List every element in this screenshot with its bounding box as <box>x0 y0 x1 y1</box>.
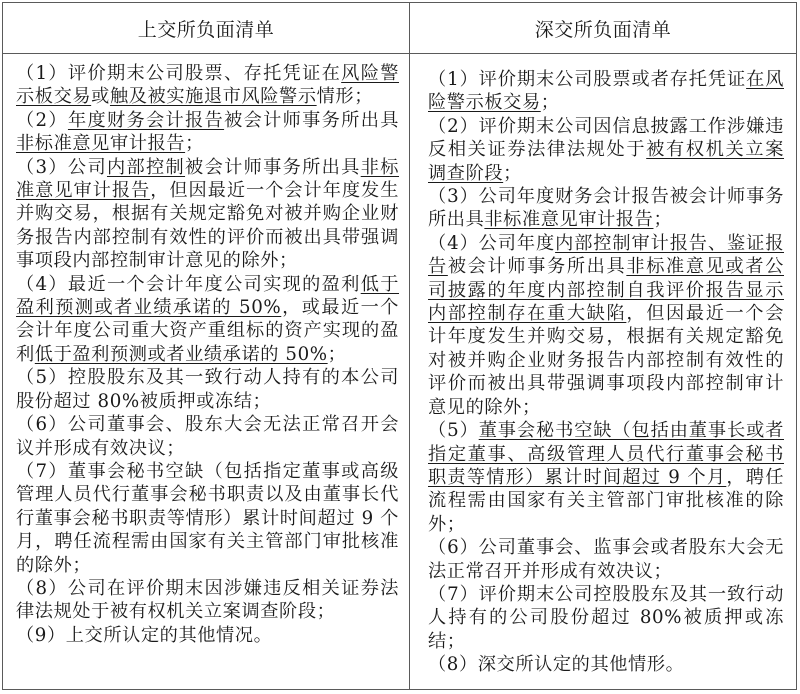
underlined-term: 低于盈利预测或者业绩承诺的 50% <box>34 343 328 365</box>
item-text: （2） <box>16 109 68 131</box>
underlined-term: 被有权机关立案调查阶段 <box>428 139 785 184</box>
list-item <box>16 413 399 460</box>
item-text: （1）评价期末公司股票或者存托凭证 <box>428 69 747 90</box>
underlined-term: 内部控制审计报告、鉴证报告 <box>428 232 784 278</box>
item-text: （6）公司董事会、监事会或者股东大会无法正常召开并形成有效决议； <box>428 537 784 582</box>
list-item <box>16 577 399 624</box>
item-text: （3）公司年度财务会计报告被会计师事务所出具 <box>428 186 784 231</box>
item-text: （9）上交所认定的其他情况。 <box>16 624 273 646</box>
list-item <box>16 460 399 577</box>
item-text: ，或最近一个会计年度公司重大资产重组标的资产实现的盈利 <box>16 297 399 365</box>
item-text: ； <box>653 209 673 231</box>
underlined-term: 非标准意见审计报告 <box>16 133 186 155</box>
szse-column-header: 深交所负面清单 <box>410 3 796 54</box>
underlined-term: 触及被实施退市风险警示 <box>109 86 317 108</box>
underlined-term: 风险警示板交易 <box>16 63 399 108</box>
underlined-term: 低于盈利预测或者业绩承诺的 50% <box>16 273 400 319</box>
list-item <box>428 653 784 676</box>
list-item <box>428 583 784 653</box>
item-text: ； <box>185 133 204 155</box>
underlined-term: 董事会秘书空缺（包括由董事长或者指定董事、高级管理人员代行董事会秘书职责等情形）累计时间超过 9 个月 <box>428 420 784 488</box>
item-text: （4）公司年度 <box>428 232 556 254</box>
item-text: ； <box>540 92 560 114</box>
underlined-term: 非标准意见或者公司披露的年度内部控制自我评价报告显示内部控制存在重大缺陷 <box>428 256 784 325</box>
item-text: ，但因最近一个会计年度发生并购交易，根据有关规定豁免对被并购企业财务报告内部控制有效性的评价而被出具带强调事项段内部控制审计意见的除外； <box>428 303 784 418</box>
sse-column-header: 上交所负面清单 <box>3 3 410 54</box>
item-text: 情形； <box>316 86 373 108</box>
negative-list-comparison-table <box>2 2 797 690</box>
item-text: ，聘任流程需由国家有关主管部门审批核准的除外； <box>428 466 784 535</box>
list-item <box>428 185 784 232</box>
item-text: （8）深交所认定的其他情形。 <box>428 654 685 676</box>
list-item <box>16 156 399 273</box>
underlined-term: 在风险警示板交易 <box>428 69 784 114</box>
item-text: （7）评价期末公司控股股东及其一致行动人持有的公司股份超过 80%被质押或冻结； <box>428 583 784 652</box>
item-text: （5） <box>428 420 479 442</box>
underlined-term: 年度财务会计报告 <box>67 109 225 131</box>
item-text: （6）公司董事会、股东大会无法正常召开会议并形成有效决议； <box>16 414 399 459</box>
list-item <box>428 115 784 185</box>
list-item <box>16 624 399 647</box>
list-item <box>428 419 784 536</box>
list-item <box>428 536 784 583</box>
item-text: ； <box>327 343 347 365</box>
list-item <box>16 62 399 109</box>
item-text: 或 <box>91 86 110 108</box>
item-text: ，但因最近一个会计年度发生并购交易，根据有关规定豁免对被并购企业财务报告内部控制有效性的评价而被出具带强调事项段内部控制审计意见的除外； <box>16 180 399 272</box>
item-text: 被会计师事务所出具 <box>447 256 627 278</box>
underlined-term: 非标准意见审计报告 <box>484 209 654 231</box>
szse-negative-list <box>410 54 796 689</box>
item-text: （1）评价期末公司股票、存托凭证在 <box>16 63 342 84</box>
item-text: （8）公司在评价期末因涉嫌违反相关证券法律法规处于被有权机关立案调查阶段； <box>16 577 399 623</box>
underlined-term: 内部控制 <box>106 156 186 178</box>
list-item <box>428 232 784 419</box>
list-item <box>16 366 399 413</box>
item-text: （7）董事会秘书空缺（包括指定董事或高级管理人员代行董事会秘书职责以及由董事长代行董事会秘书职责等情形）累计时间超过 9 个月，聘任流程需由国家有关主管部门审批核准的除外； <box>16 460 399 576</box>
list-item <box>16 109 399 156</box>
list-item <box>16 273 399 367</box>
item-text: （2）评价期末公司因信息披露工作涉嫌违反相关证券法律法规处于 <box>428 115 784 161</box>
sse-negative-list <box>3 54 410 689</box>
item-text: 被会计师事务所出具 <box>224 109 399 131</box>
underlined-term: 非标准意见审计报告 <box>16 156 400 202</box>
item-text: （3）公司 <box>16 156 107 178</box>
item-text: 被会计师事务所出具 <box>185 156 361 178</box>
item-text: ； <box>503 162 522 184</box>
item-text: （4）最近一个会计年度公司实现的盈利 <box>16 273 361 295</box>
list-item <box>428 68 784 115</box>
item-text: （5）控股股东及其一致行动人持有的本公司股份超过 80%被质押或冻结； <box>16 367 399 412</box>
